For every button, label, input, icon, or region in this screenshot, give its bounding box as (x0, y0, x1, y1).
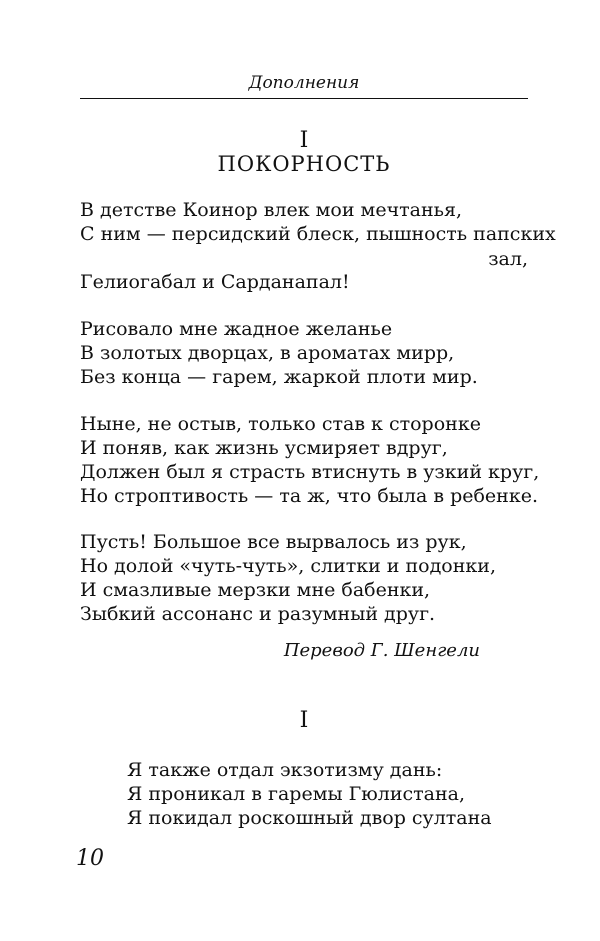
page-number: 10 (76, 846, 104, 871)
poem-line: В золотых дворцах, в ароматах мирр, (80, 342, 455, 364)
translator-credit: Перевод Г. Шенгели (283, 640, 480, 661)
poem-line: Ныне, не остыв, только став к сторонке (80, 413, 481, 435)
poem-line: И смазливые мерзки мне бабенки, (80, 579, 431, 601)
poem-line-continuation: зал, (488, 248, 528, 270)
poem-line: Должен был я страсть втиснуть в узкий круг, (80, 461, 540, 483)
poem-line: Гелиогабал и Сарданапал! (80, 271, 350, 293)
poem1-title: ПОКОРНОСТЬ (217, 152, 391, 176)
poem-line: Рисовало мне жадное желанье (80, 318, 393, 340)
poem-line: С ним — персидский блеск, пышность папских (80, 223, 556, 245)
poem-line: Без конца — гарем, жаркой плоти мир. (80, 366, 478, 388)
poem-line: Но долой «чуть-чуть», слитки и подонки, (80, 555, 496, 577)
poem-line: Я также отдал экзотизму дань: (127, 759, 443, 781)
header-rule (80, 98, 528, 99)
running-head: Дополнения (248, 73, 360, 93)
poem-line: Зыбкий ассонанс и разумный друг. (80, 603, 436, 625)
poem2-numeral: I (299, 708, 309, 733)
poem-line: Я покидал роскошный двор султана (127, 807, 492, 829)
poem-line: В детстве Коинор влек мои мечтанья, (80, 199, 463, 221)
poem1-numeral: I (299, 128, 309, 153)
poem-line: Я проникал в гаремы Гюлистана, (127, 783, 466, 805)
poem-line: Но строптивость — та ж, что была в ребенке. (80, 485, 538, 507)
poem-line: И поняв, как жизнь усмиряет вдруг, (80, 437, 448, 459)
poem-line: Пусть! Большое все вырвалось из рук, (80, 531, 467, 553)
